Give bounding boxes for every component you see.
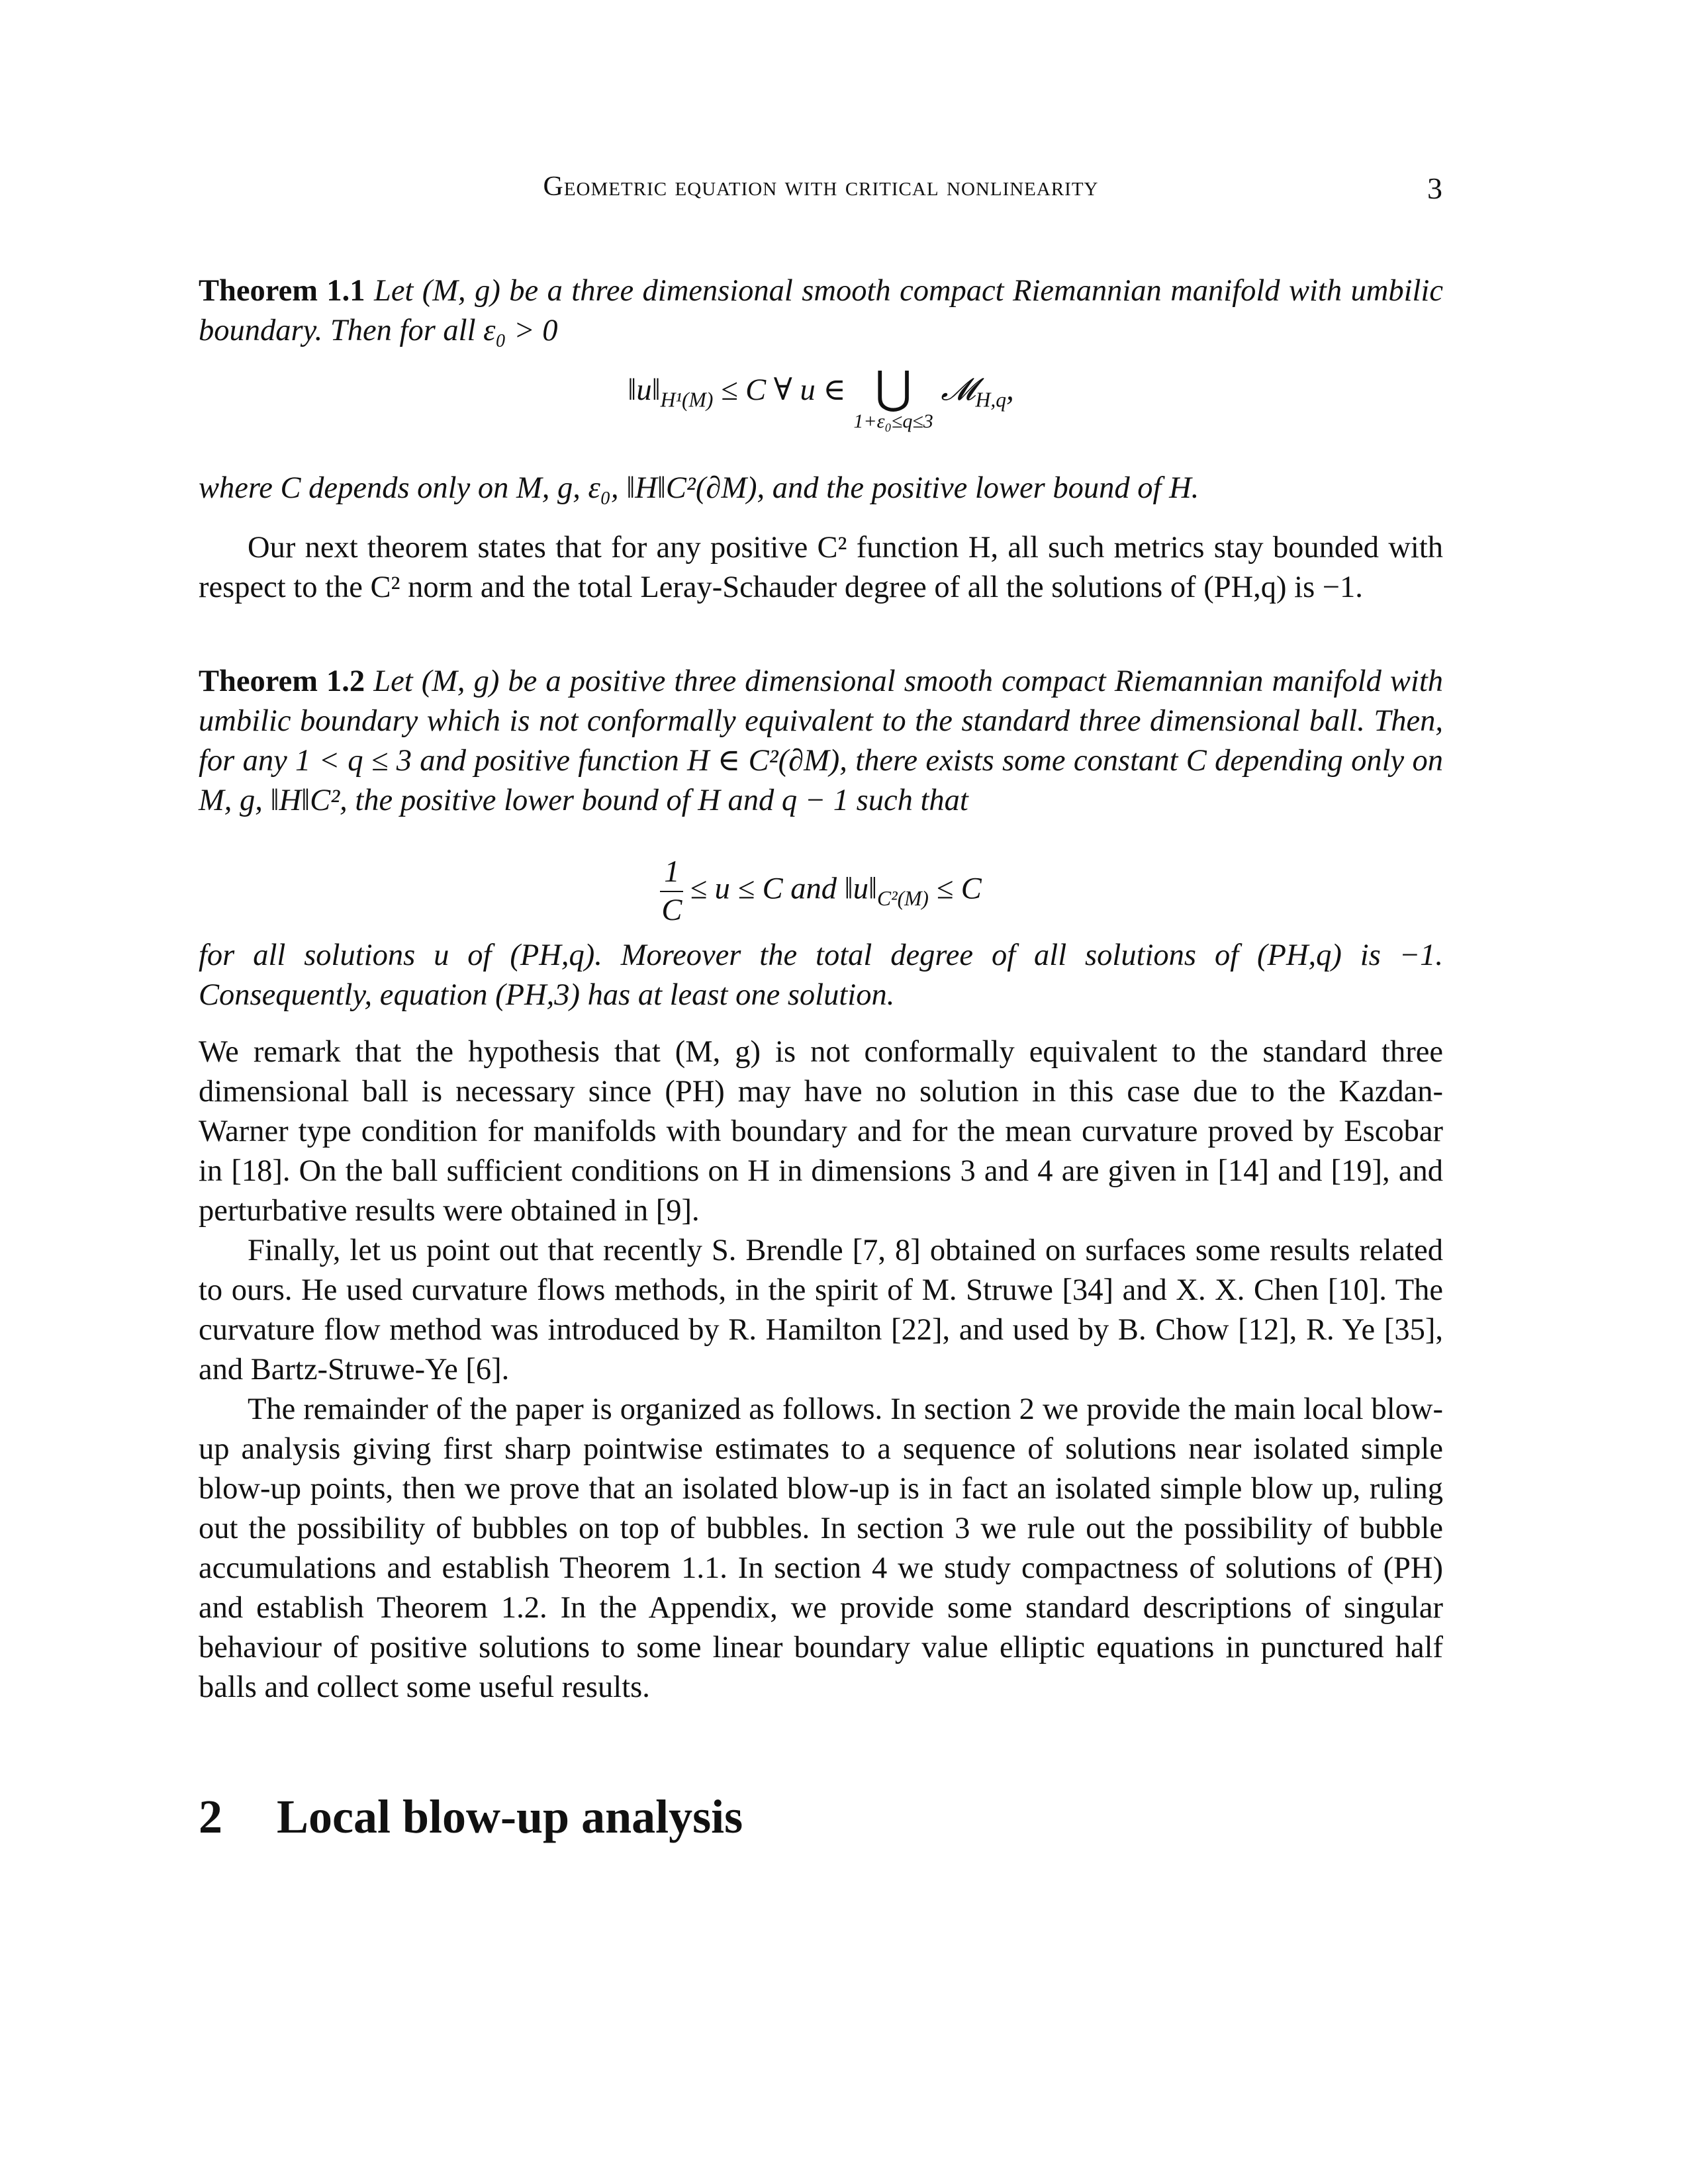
page-number: 3 (1427, 171, 1443, 205)
theorem-1-1-equation (199, 363, 1443, 448)
paragraph-4: The remainder of the paper is organized as follows. In section 2 we provide the main local blow-up analysis giving first sharp pointwise estimates to a sequence of solutions near isolated simple blow-up points, then we prove that an isolated blow-up is in fact an isolated simple blow up, ruling out the possibility of bubbles on top of bubbles. In section 3 we rule out the possibility of bubble accumulations and establish Theorem 1.1. In section 4 we study compactness of solutions of (PH) and establish Theorem 1.2. In the Appendix, we provide some standard descriptions of singular behaviour of positive solutions to some linear boundary value elliptic equations in punctured half balls and collect some useful results. (199, 1392, 1443, 1704)
eq-middle: ≤ C ∀ u ∈ (713, 373, 854, 407)
eq2-middle: ≤ u ≤ C and ‖u‖ (690, 872, 878, 906)
theorem-1-1-label: Theorem 1.1 (199, 274, 365, 308)
theorem-1-1-statement: Let (M, g) be a three dimensional smooth compact Riemannian manifold with umbilic boundary. Then for all ε₀ > 0 (199, 274, 1443, 347)
running-header (199, 171, 1443, 210)
section-heading (199, 1787, 1443, 1846)
fraction-numerator: 1 (660, 854, 683, 892)
theorem-1-2-equation (199, 854, 1443, 929)
union-range: 1+ε₀≤q≤3 (853, 410, 933, 432)
eq-norm-sub: H¹(M) (660, 388, 714, 412)
section-title: Local blow-up analysis (277, 1790, 743, 1843)
fraction (660, 854, 683, 929)
theorem-1-1-conclusion: where C depends only on M, g, ε₀, ‖H‖C²(∂M), and the positive lower bound of H. (199, 471, 1199, 505)
paragraph-2: We remark that the hypothesis that (M, g) is not conformally equivalent to the standard three dimensional ball is necessary since (PH) may have no solution in this case due to the Kazdan-Warner type condition for manifolds with boundary and for the mean curvature proved by Escobar in [18]. On the ball sufficient conditions on H in dimensions 3 and 4 are given in [14] and [19], and perturbative results were obtained in [9]. (199, 1035, 1443, 1228)
eq2-sub: C²(M) (877, 886, 929, 910)
theorem-1-2 (199, 662, 1443, 821)
eq-set: 𝓜 (941, 373, 976, 407)
eq-set-sub: H,q (975, 388, 1007, 412)
theorem-1-1 (199, 271, 1443, 351)
eq-norm: ‖u‖ (628, 373, 661, 407)
eq-tail: , (1006, 373, 1014, 407)
fraction-denominator: C (661, 893, 682, 927)
theorem-1-2-label: Theorem 1.2 (199, 664, 365, 698)
theorem-1-2-statement: Let (M, g) be a positive three dimensional smooth compact Riemannian manifold with umbilic boundary which is not conformally equivalent to the standard three dimensional ball. Then, for any 1 < q ≤ 3 and positive function H ∈ C²(∂M), there exists some constant C depending only on M, g, ‖H‖C², the positive lower bound of H and q − 1 such that (199, 664, 1443, 817)
header-title: Geometric equation with critical nonlinearity (543, 171, 1099, 202)
theorem-1-2-conclusion: for all solutions u of (PH,q). Moreover the total degree of all solutions of (PH,q) is −1. Consequently, equation (PH,3) has at least one solution. (199, 938, 1443, 1012)
union-symbol: ⋃ (874, 363, 912, 413)
section-number: 2 (199, 1790, 222, 1843)
paragraph-1: Our next theorem states that for any positive C² function H, all such metrics stay bounded with respect to the C² norm and the total Leray-Schauder degree of all the solutions of (PH,q) is −1. (199, 531, 1443, 604)
eq2-right: ≤ C (928, 872, 982, 906)
paragraph-3: Finally, let us point out that recently S. Brendle [7, 8] obtained on surfaces some results related to ours. He used curvature flows methods, in the spirit of M. Struwe [34] and X. X. Chen [10]. The curvature flow method was introduced by R. Hamilton [22], and used by B. Chow [12], R. Ye [35], and Bartz-Struwe-Ye [6]. (199, 1234, 1443, 1387)
